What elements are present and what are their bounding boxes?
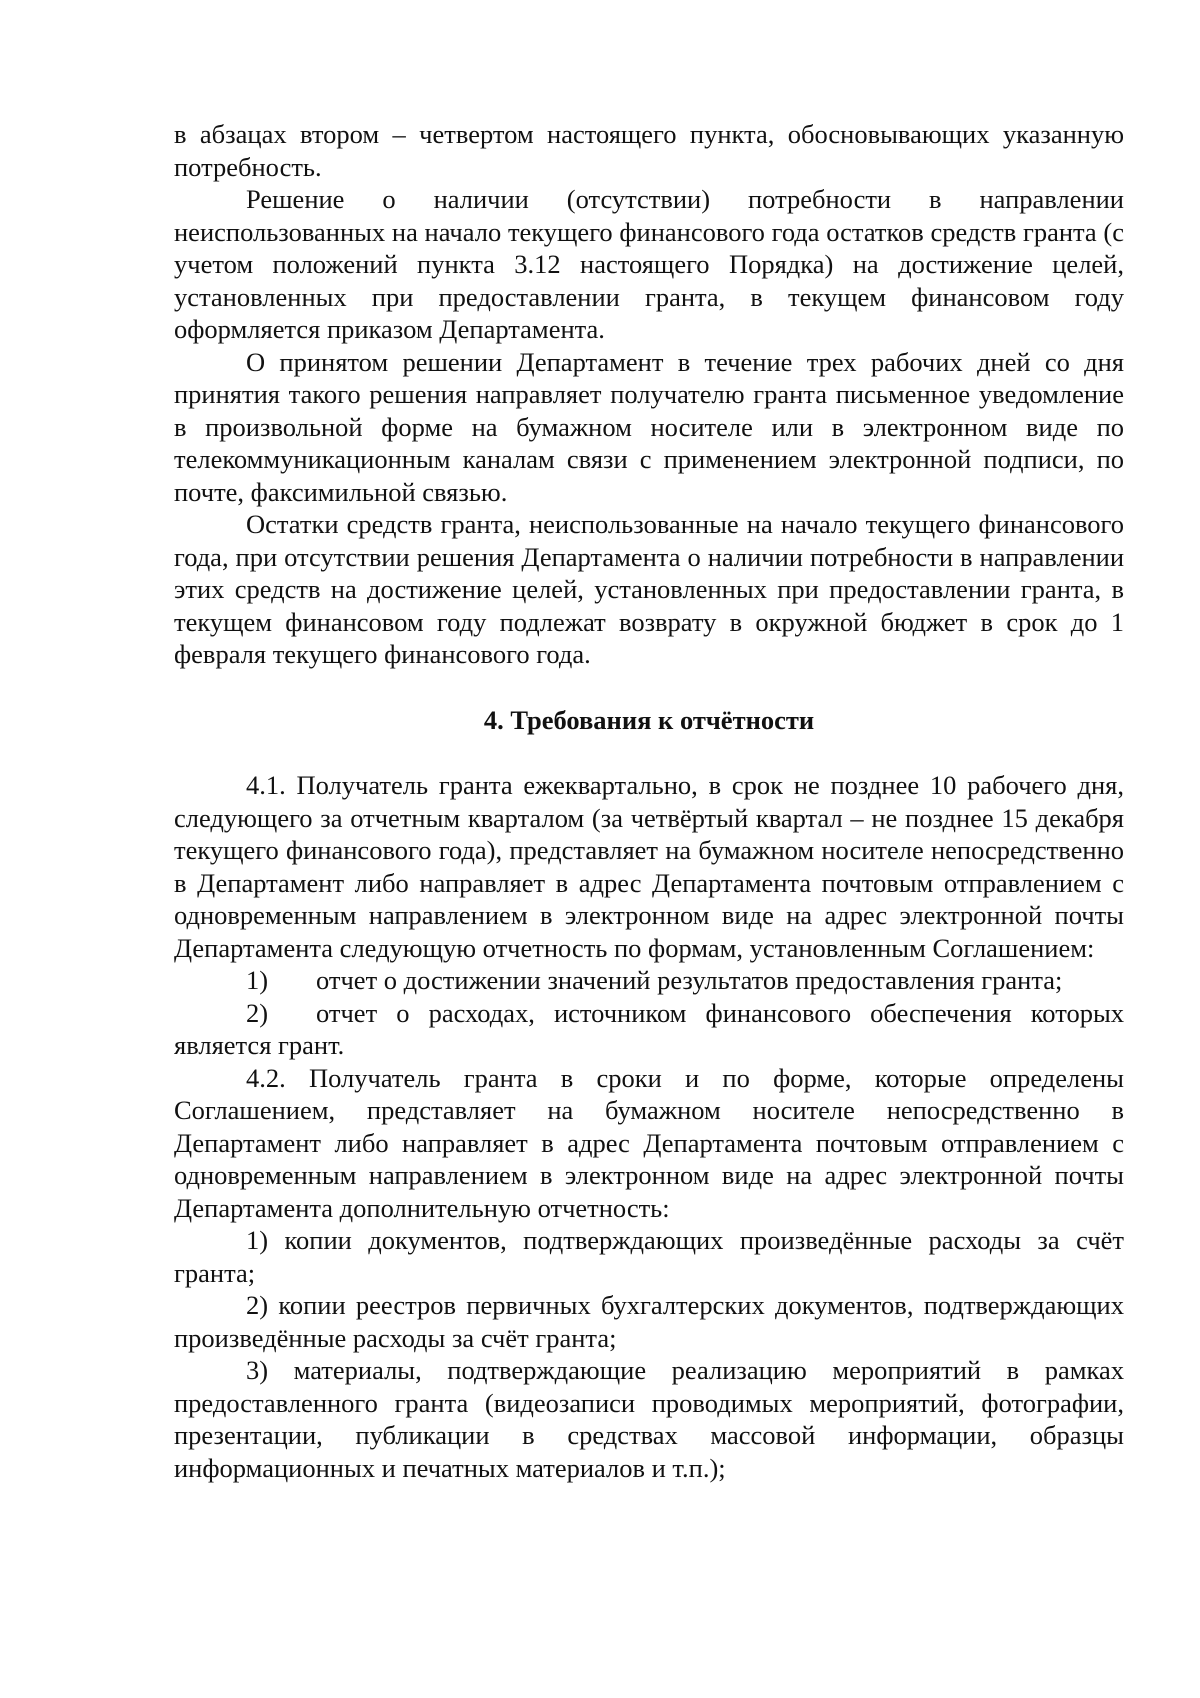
paragraph: в абзацах втором – четвертом настоящего пункта, обосновывающих указанную потребность. bbox=[174, 119, 1124, 182]
list-item bbox=[174, 964, 1124, 997]
list-item: 1) копии документов, подтверждающих произведённые расходы за счёт гранта; bbox=[174, 1225, 1124, 1288]
clause-4-2: 4.2. Получатель гранта в сроки и по форме, которые определены Соглашением, представляет на бумажном носителе непосредственно в Департамент либо направляет в адрес Департамента почтовым отправлением с одновременным направлением в электронном виде на адрес электронной почты Департамента дополнительную отчетность: bbox=[174, 1062, 1124, 1223]
list-item: 2) копии реестров первичных бухгалтерских документов, подтверждающих произведённые расходы за счёт гранта; bbox=[174, 1290, 1124, 1353]
list-item-text: отчет о достижении значений результатов предоставления гранта; bbox=[316, 965, 1063, 995]
paragraph: Остатки средств гранта, неиспользованные на начало текущего финансового года, при отсутствии решения Департамента о наличии потребности в направлении этих средств на достижение целей, установленных при предоставлении гранта, в текущем финансовом году подлежат возврату в окружной бюджет в срок до 1 февраля текущего финансового года. bbox=[174, 509, 1124, 669]
list-item-text: отчет о расходах, источником финансового обеспечения которых является грант. bbox=[174, 997, 1124, 1060]
clause-4-1: 4.1. Получатель гранта ежеквартально, в срок не позднее 10 рабочего дня, следующего за отчетным кварталом (за четвёртый квартал – не позднее 15 декабря текущего финансового года), представляет на бумажном носителе непосредственно в Департамент либо направляет в адрес Департамента почтовым отправлением с одновременным направлением в электронном виде на адрес электронной почты Департамента следующую отчетность по формам, установленным Соглашением: bbox=[174, 770, 1124, 963]
paragraph: О принятом решении Департамент в течение трех рабочих дней со дня принятия такого решения направляет получателю гранта письменное уведомление в произвольной форме на бумажном носителе или в электронном виде по телекоммуникационным каналам связи с применением электронной подписи, по почте, факсимильной связью. bbox=[174, 346, 1124, 507]
list-item bbox=[174, 997, 1124, 1062]
paragraph: Решение о наличии (отсутствии) потребности в направлении неиспользованных на начало текущего финансового года остатков средств гранта (с учетом положений пункта 3.12 настоящего Порядка) на достижение целей, установленных при предоставлении гранта, в текущем финансовом году оформляется приказом Департамента. bbox=[174, 184, 1124, 344]
section-heading: 4. Требования к отчётности bbox=[483, 704, 815, 735]
list-item-number: 1) bbox=[246, 965, 269, 995]
list-item: 3) материалы, подтверждающие реализацию мероприятий в рамках предоставленного гранта (видеозаписи проводимых мероприятий, фотографии, презентации, публикации в средствах массовой информации, образцы информационных и печатных материалов и т.п.); bbox=[174, 1355, 1124, 1483]
list-item-number: 2) bbox=[246, 997, 269, 1028]
document-body bbox=[174, 118, 1124, 1484]
